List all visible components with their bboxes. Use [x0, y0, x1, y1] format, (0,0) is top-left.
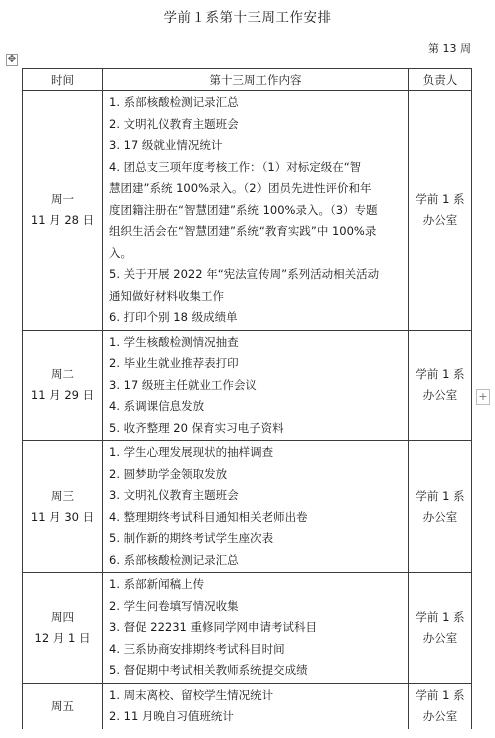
- day-cell: [23, 441, 103, 573]
- day-date: 11 月 28 日: [30, 213, 95, 228]
- tasks-cell: [103, 573, 409, 684]
- tasks-cell: [103, 330, 409, 441]
- owner-office: 办公室: [422, 388, 458, 403]
- task-item: 4. 系调课信息发放: [109, 399, 205, 413]
- task-item: 4. 三系协商安排期终考试科目时间: [109, 641, 285, 656]
- task-item: 3. 文明礼仪教育主题班会: [109, 488, 239, 502]
- task-item: 2. 学生问卷填写情况收集: [109, 598, 239, 613]
- task-item-continued: 组织生活会在“智慧团建”系统“教育实践”中 100%录: [109, 224, 377, 238]
- task-item: 2. 毕业生就业推荐表打印: [109, 356, 239, 370]
- table-row-tuesday: [23, 330, 472, 441]
- table-row-thursday: [23, 573, 472, 684]
- table-move-handle-icon[interactable]: ✥: [7, 54, 17, 65]
- task-item: 6. 打印个别 18 级成绩单: [109, 310, 238, 324]
- owner-name: 学前 1 系: [415, 367, 465, 382]
- table-row-wednesday: [23, 441, 472, 573]
- task-item: 6. 系部核酸检测记录汇总: [109, 552, 239, 567]
- day-name: 周二: [51, 367, 74, 382]
- day-name: 周四: [51, 609, 74, 624]
- task-item: 1. 周末离校、留校学生情况统计: [109, 687, 274, 702]
- owner-office: 办公室: [422, 709, 458, 723]
- owner-office: 办公室: [422, 213, 458, 228]
- owner-cell: [409, 683, 472, 729]
- task-item: 1. 学生核酸检测情况抽查: [109, 334, 239, 349]
- day-cell: [23, 330, 103, 441]
- table-row-friday: [23, 683, 472, 729]
- day-date: 11 月 30 日: [30, 509, 95, 524]
- owner-office: 办公室: [422, 630, 458, 645]
- tasks-cell: [103, 441, 409, 573]
- owner-name: 学前 1 系: [415, 688, 465, 702]
- week-number-label: 第 13 周: [428, 42, 471, 55]
- task-item: 4. 整理期终考试科目通知相关老师出卷: [109, 509, 308, 524]
- tasks-cell: [103, 91, 409, 331]
- owner-cell: [409, 573, 472, 684]
- weekly-schedule-table: [22, 68, 472, 729]
- task-item: 5. 关于开展 2022 年“宪法宣传周”系列活动相关活动: [109, 267, 380, 281]
- owner-name: 学前 1 系: [415, 192, 465, 207]
- task-item: 3. 17 级班主任就业工作会议: [109, 377, 257, 392]
- table-header-row: [23, 69, 472, 91]
- document-title: 学前１系第十三周工作安排: [163, 10, 332, 26]
- task-item: 5. 收齐整理 20 保育实习电子资料: [109, 420, 284, 435]
- day-cell: [23, 683, 103, 729]
- tasks-cell: [103, 683, 409, 729]
- task-item-continued: 通知做好材料收集工作: [109, 288, 224, 303]
- owner-name: 学前 1 系: [415, 488, 465, 503]
- task-item-continued: 慧团建”系统 100%录入。（2）团员先进性评价和年: [109, 181, 372, 195]
- day-date: 11 月 29 日: [30, 388, 95, 403]
- task-item: 1. 学生心理发展现状的抽样调查: [109, 445, 274, 459]
- day-cell: [23, 573, 103, 684]
- day-cell: [23, 91, 103, 331]
- task-item-continued: 度团籍注册在“智慧团建”系统 100%录入。（3）专题: [109, 202, 378, 217]
- owner-cell: [409, 441, 472, 573]
- header-content: 第十三周工作内容: [103, 69, 409, 91]
- task-item: 3. 督促 22231 重修同学网申请考试科目: [109, 620, 318, 634]
- task-item: 2. 圆梦助学金领取发放: [109, 466, 228, 481]
- owner-office: 办公室: [422, 509, 458, 524]
- task-item: 2. 文明礼仪教育主题班会: [109, 116, 239, 131]
- add-row-icon[interactable]: +: [476, 389, 490, 405]
- header-owner: 负责人: [409, 69, 472, 91]
- owner-name: 学前 1 系: [415, 609, 465, 624]
- day-name: 周一: [51, 192, 74, 207]
- task-item: 5. 制作新的期终考试学生座次表: [109, 531, 274, 545]
- task-item: 1. 系部核酸检测记录汇总: [109, 95, 239, 109]
- task-item: 5. 督促期中考试相关教师系统提交成绩: [109, 663, 308, 677]
- owner-cell: [409, 330, 472, 441]
- owner-cell: [409, 91, 472, 331]
- task-item: 3. 17 级就业情况统计: [109, 138, 223, 152]
- task-item: 1. 系部新闻稿上传: [109, 577, 205, 591]
- task-item: 2. 11 月晚自习值班统计: [109, 709, 234, 723]
- day-name: 周五: [51, 698, 74, 713]
- header-time: 时间: [23, 69, 103, 91]
- task-item: 4. 团总支三项年度考核工作：（1）对标定级在“智: [109, 159, 362, 174]
- task-item-continued: 入。: [109, 245, 132, 260]
- day-name: 周三: [51, 488, 74, 503]
- table-row-monday: [23, 91, 472, 331]
- day-date: 12 月 1 日: [34, 630, 91, 645]
